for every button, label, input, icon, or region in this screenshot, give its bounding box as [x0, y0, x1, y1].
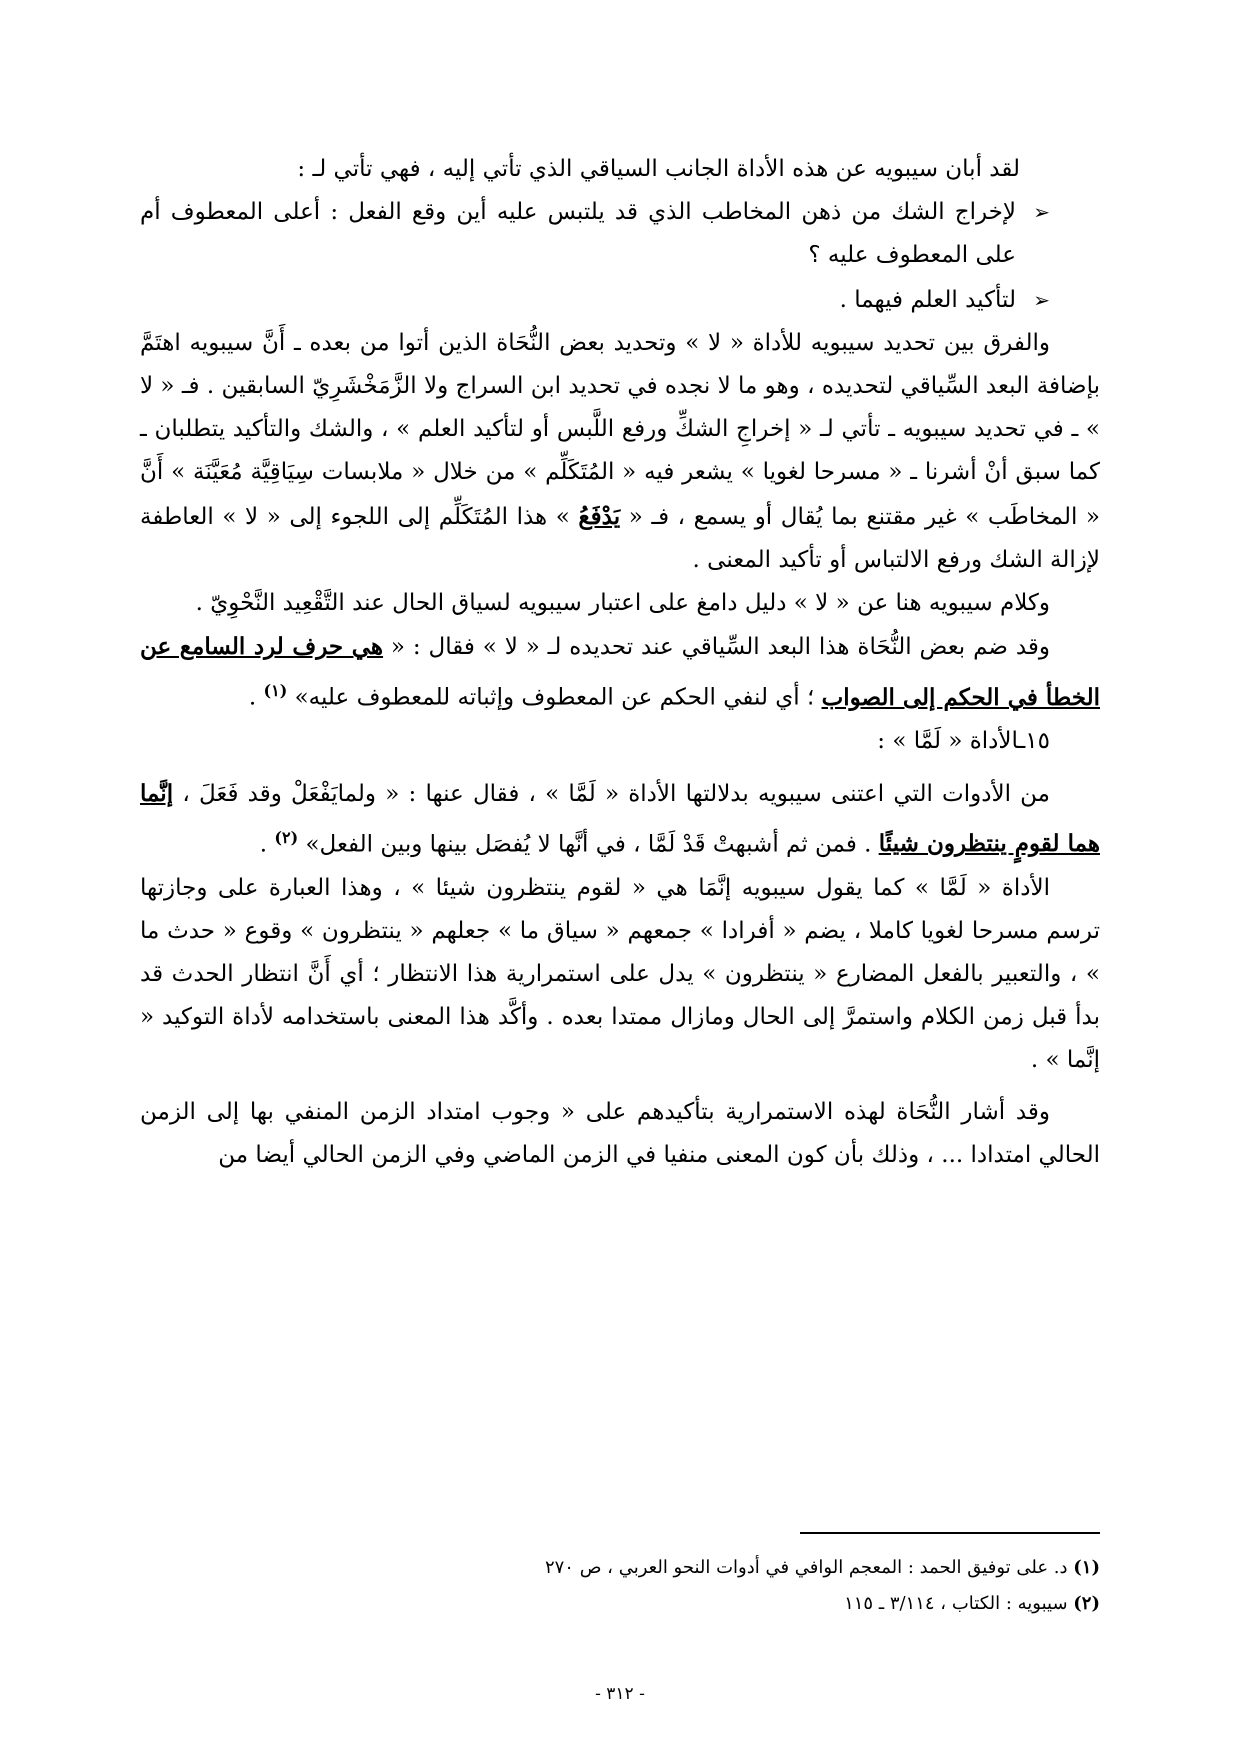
paragraph-sibawayh-context: وكلام سيبويه هنا عن « لا » دليل دامغ على اعتبار سيبويه لسياق الحال عند التَّقْعِيد النَّحْوِيّ . — [195, 590, 1050, 617]
paragraph-lamma-def: من الأدوات التي اعتنى سيبويه بدلالتها الأداة « لَمَّا » ، فقال عنها : « ولمايَفْعَلْ وقد فَعَلَ ، إنَّما هما لقومٍ ينتظرون شيئًا . فمن ثم أشبهتْ قَدْ لَمَّا ، في أنَّها لا يُفصَل بينها وبين الفعل» $^{(٢)}$ . — [140, 779, 1100, 858]
bullet-text: لإخراج الشك من ذهن المخاطب الذي قد يلتبس عليه أين وقع الفعل : أعلى المعطوف أم على المعطوف عليه ؟ — [140, 199, 1016, 269]
page-number: - ٣١٢ - — [595, 1684, 645, 1704]
bullet-item-1 — [140, 191, 1100, 277]
footnote-1: (١) د. على توفيق الحمد : المعجم الوافي في أدوات النحو العربي ، ص ٢٧٠ — [544, 1557, 1100, 1578]
section-heading: ١٥ـالأداة « لَمَّا » : — [877, 728, 1050, 755]
footnotes — [140, 1550, 1100, 1622]
paragraph-continuity: وقد أشار النُّحَاة لهذه الاستمرارية بتأكيدهم على « وجوب امتداد الزمن المنفي بها إلى الزمن الحالي امتدادا ... ، وذلك بأن كون المعنى منفيا في الزمن الماضي وفي الزمن الحالي أيضا من — [140, 1098, 1100, 1168]
footnote-2: (٢) سيبويه : الكتاب ، ٣/١١٤ ـ ١١٥ — [844, 1593, 1100, 1614]
paragraph-difference: والفرق بين تحديد سيبويه للأداة « لا » وتحديد بعض النُّحَاة الذين أتوا من بعده ـ أَنَّ سيبويه اهتَمَّ بإضافة البعد السِّياقي لتحديده ، وهو ما لا نجده في تحديد ابن السراج ولا الزَّمَخْشَرِيّ السابقين . فـ « لا » ـ في تحديد سيبويه ـ تأتي لـ « إخراجِ الشكِّ ورفع اللَّبس أو لتأكيد العلم » ، والشك والتأكيد يتطلبان ـ كما سبق أنْ أشرنا ـ « مسرحا لغويا » يشعر فيه « المُتَكَلِّم » من خلال « ملابسات سِيَاقِيَّة مُعَيَّنَة » أَنَّ « المخاطَب » غير مقتنع بما يُقال أو يسمع ، فـ « يَدْفَعُ » هذا المُتَكَلِّم إلى اللجوء إلى « لا » العاطفة لإزالة الشك ورفع الالتباس أو تأكيد المعنى . — [140, 329, 1100, 573]
bullet-text: لتأكيد العلم فيهما . — [839, 286, 1016, 313]
bold-underlined-term: يَدْفَعُ — [578, 502, 621, 530]
footnote-ref-1[interactable]: (١) — [263, 681, 288, 701]
paragraph-quote-la: وقد ضم بعض النُّحَاة هذا البعد السِّياقي عند تحديده لـ « لا » فقال : « هي حرف لرد السامع عن الخطأ في الحكم إلى الصواب ؛ أي لنفي الحكم عن المعطوف وإثباته للمعطوف عليه» $^{(١)}$ . — [140, 633, 1100, 712]
arrow-bullet-icon: ➢ — [1033, 287, 1050, 312]
arrow-bullet-icon: ➢ — [1033, 200, 1050, 225]
body-text — [140, 148, 1100, 1177]
footnote-separator — [800, 1532, 1100, 1534]
bold-underlined-quote: هي حرف لرد السامع عن الخطأ في الحكم إلى الصواب — [140, 633, 1100, 712]
bullet-item-2 — [140, 279, 1100, 322]
paragraph-intro: لقد أبان سيبويه عن هذه الأداة الجانب السياقي الذي تأتي إليه ، فهي تأتي لـ : — [297, 156, 1020, 182]
paragraph-lamma-analysis: الأداة « لَمَّا » كما يقول سيبويه إنَّمَا هي « لقوم ينتظرون شيئا » ، وهذا العبارة على وجازتها ترسم مسرحا لغويا كاملا ، يضم « أفرادا » جمعهم « سياق ما » جعلهم « ينتظرون » وقوع « حدث ما » ، والتعبير بالفعل المضارع « ينتظرون » يدل على استمرارية هذا الانتظار ؛ أي أَنَّ انتظار الحدث قد بدأ قبل زمن الكلام واستمرَّ إلى الحال ومازال ممتدا بعده . وأكَّد هذا المعنى باستخدامه لأداة التوكيد « إنَّما » . — [140, 874, 1100, 1074]
footnote-ref-2[interactable]: (٢) — [274, 827, 299, 847]
bold-underlined-quote: إنَّما هما لقومٍ ينتظرون شيئًا — [140, 779, 1100, 858]
